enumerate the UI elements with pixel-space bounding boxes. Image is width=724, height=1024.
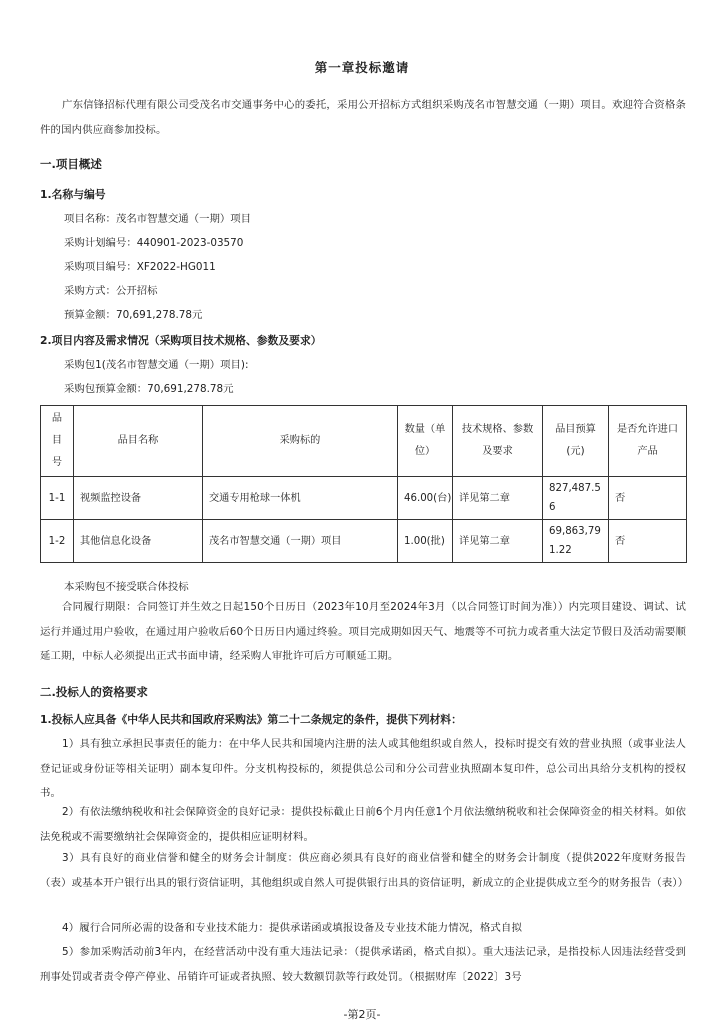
project-name-line: 项目名称：茂名市智慧交通（一期）项目	[64, 213, 252, 225]
qualification-item: 1）具有独立承担民事责任的能力：在中华人民共和国境内注册的法人或其他组织或自然人，投标时提交有效的营业执照（或事业法人登记证或身份证等相关证明）副本复印件。分支机构投标的，须提供总公司和分公司营业执照副本复印件，总公司出具给分支机构的授权书。	[40, 738, 686, 799]
header-item-no: 品目号	[41, 406, 74, 477]
header-target: 采购标的	[203, 406, 398, 477]
procurement-method-line: 采购方式：公开招标	[64, 285, 158, 297]
page-number-footer: -第2页-	[343, 1008, 381, 1021]
header-import: 是否允许进口产品	[609, 406, 687, 477]
cell-import: 否	[609, 477, 687, 520]
section-heading-qualifications: 二.投标人的资格要求	[40, 685, 148, 699]
cell-spec: 详见第二章	[453, 477, 543, 520]
contract-period-paragraph: 合同履行期限：合同签订并生效之日起150个日历日（2023年10月至2024年3月（以合同签订时间为准））内完项目建设、调试、试运行并通过用户验收，在通过用户验收后60个日历日内通过终验。项目完成期如因天气、地震等不可抗力或者重大法定节假日及活动需要顺延工期，中标人必须提出正式书面申请，经采购人审批许可后方可顺延工期。	[40, 601, 686, 662]
intro-paragraph: 广东信锋招标代理有限公司受茂名市交通事务中心的委托，采用公开招标方式组织采购茂名市智慧交通（一期）项目。欢迎符合资格条件的国内供应商参加投标。	[40, 99, 686, 136]
header-budget: 品目预算(元)	[543, 406, 609, 477]
header-quantity: 数量（单位）	[398, 406, 453, 477]
package-budget-line: 采购包预算金额：70,691,278.78元	[64, 383, 234, 395]
cell-item-name: 视频监控设备	[74, 477, 203, 520]
cell-item-no: 1-1	[41, 477, 74, 520]
qualification-item: 4）履行合同所必需的设备和专业技术能力：提供承诺函或填报设备及专业技术能力情况，格式自拟	[62, 922, 523, 934]
qualification-item: 3）具有良好的商业信誉和健全的财务会计制度：供应商必须具有良好的商业信誉和健全的财务会计制度（提供2022年度财务报告（表）或基本开户银行出具的银行资信证明，其他组织或自然人可提供银行出具的资信证明，新成立的企业提供成立至今的财务报告（表））	[40, 852, 689, 889]
budget-line: 预算金额：70,691,278.78元	[64, 309, 203, 321]
qualification-item: 5）参加采购活动前3年内，在经营活动中没有重大违法记录：（提供承诺函，格式自拟）。重大违法记录，是指投标人因违法经营受到刑事处罚或者责令停产停业、吊销许可证或者执照、较大数额罚款等行政处罚。（根据财库〔2022〕3号	[40, 946, 686, 983]
subheading-qualification-conditions: 1.投标人应具备《中华人民共和国政府采购法》第二十二条规定的条件，提供下列材料：	[40, 713, 462, 726]
cell-quantity: 46.00(台)	[398, 477, 453, 520]
table-row	[41, 520, 687, 563]
cell-budget: 69,863,791.22	[543, 520, 609, 563]
table-header-row	[41, 406, 687, 477]
package-line: 采购包1(茂名市智慧交通（一期）项目):	[64, 359, 249, 371]
page-title: 第一章投标邀请	[314, 60, 410, 75]
qualification-item: 2）有依法缴纳税收和社会保障资金的良好记录：提供投标截止日前6个月内任意1个月依法缴纳税收和社会保障资金的相关材料。如依法免税或不需要缴纳社会保障资金的，提供相应证明材料。	[40, 806, 686, 843]
cell-quantity: 1.00(批)	[398, 520, 453, 563]
cell-item-no: 1-2	[41, 520, 74, 563]
section-heading-overview: 一.项目概述	[40, 157, 102, 171]
consortium-note: 本采购包不接受联合体投标	[64, 581, 189, 593]
subheading-content-requirements: 2.项目内容及需求情况（采购项目技术规格、参数及要求）	[40, 334, 322, 347]
cell-budget: 827,487.56	[543, 477, 609, 520]
cell-target: 茂名市智慧交通（一期）项目	[203, 520, 398, 563]
header-spec: 技术规格、参数及要求	[453, 406, 543, 477]
cell-item-name: 其他信息化设备	[74, 520, 203, 563]
items-table	[40, 405, 687, 563]
plan-number-line: 采购计划编号：440901-2023-03570	[64, 237, 244, 249]
subheading-name-number: 1.名称与编号	[40, 188, 106, 201]
cell-import: 否	[609, 520, 687, 563]
project-number-line: 采购项目编号：XF2022-HG011	[64, 261, 216, 273]
cell-spec: 详见第二章	[453, 520, 543, 563]
cell-target: 交通专用枪球一体机	[203, 477, 398, 520]
table-row	[41, 477, 687, 520]
header-item-name: 品目名称	[74, 406, 203, 477]
